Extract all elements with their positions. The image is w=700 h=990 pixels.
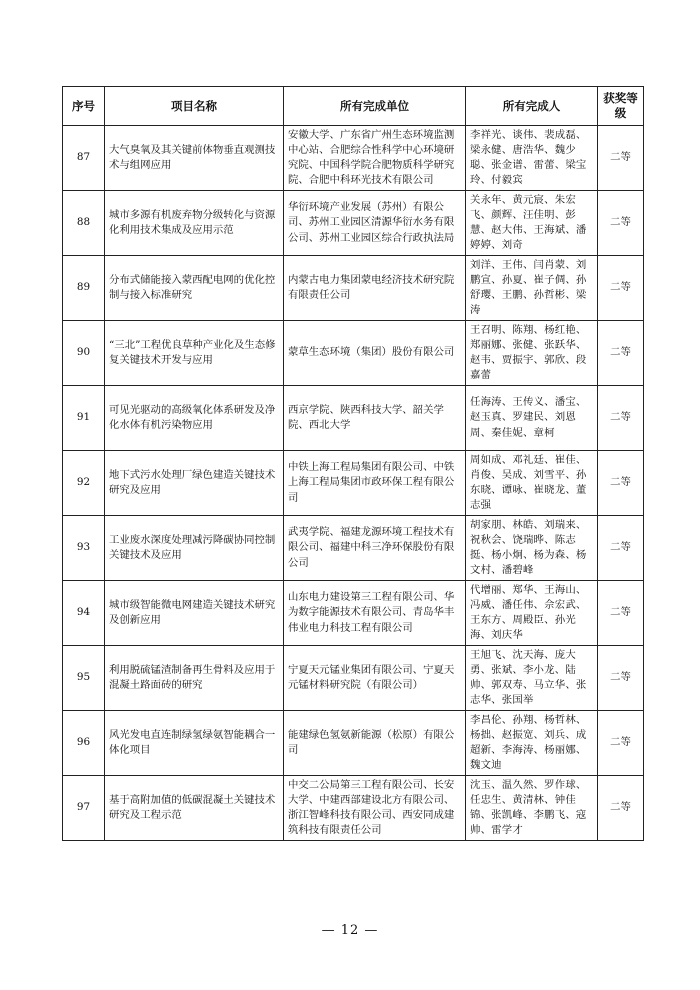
row-project-name: 利用脱硫锰渣制备再生骨料及应用于混凝土路面砖的研究 [105,646,284,711]
table-row [63,646,644,711]
row-level: 二等 [598,321,644,386]
row-no: 97 [63,776,105,841]
row-level: 二等 [598,191,644,256]
row-units: 中交二公局第三工程有限公司、长安大学、中建西部建设北方有限公司、浙江智峰科技有限公司、西安同成建筑科技有限责任公司 [284,776,466,841]
row-level: 二等 [598,776,644,841]
row-project-name: 工业废水深度处理减污降碳协同控制关键技术及应用 [105,516,284,581]
row-project-name: 风光发电直连制绿氢绿氨智能耦合一体化项目 [105,711,284,776]
row-project-name: 基于高附加值的低碳混凝土关键技术研究及工程示范 [105,776,284,841]
awards-table [62,86,644,841]
header-level: 获奖等级 [598,87,644,126]
row-units: 中铁上海工程局集团有限公司、中铁上海工程局集团市政环保工程有限公司 [284,451,466,516]
row-units: 西京学院、陕西科技大学、韶关学院、西北大学 [284,386,466,451]
row-project-name: 城市多源有机废弃物分级转化与资源化利用技术集成及应用示范 [105,191,284,256]
row-project-name: 大气臭氧及其关键前体物垂直观测技术与组网应用 [105,126,284,191]
row-no: 93 [63,516,105,581]
table-row [63,516,644,581]
row-level: 二等 [598,711,644,776]
row-people: 李昌伦、孙翔、杨哲林、杨拙、赵振宽、刘兵、成超新、李海涛、杨丽娜、魏文迪 [466,711,598,776]
row-no: 92 [63,451,105,516]
row-people: 胡家朋、林皓、刘瑞来、祝秋会、饶瑞晔、陈志挺、杨小炯、杨为森、杨文村、潘碧峰 [466,516,598,581]
row-units: 内蒙古电力集团蒙电经济技术研究院有限责任公司 [284,256,466,321]
row-people: 刘洋、王伟、闫肖蒙、刘鹏宣、孙夏、崔子倜、孙舒璎、王鹏、孙哲彬、梁涛 [466,256,598,321]
row-units: 安徽大学、广东省广州生态环境监测中心站、合肥综合性科学中心环境研究院、中国科学院合肥物质科学研究院、合肥中科环光技术有限公司 [284,126,466,191]
table-row [63,711,644,776]
table-row [63,451,644,516]
page-number: — 12 — [321,923,379,938]
row-units: 山东电力建设第三工程有限公司、华为数字能源技术有限公司、青岛华丰伟业电力科技工程有限公司 [284,581,466,646]
table-row [63,256,644,321]
row-level: 二等 [598,386,644,451]
table-row [63,776,644,841]
row-people: 王旭飞、沈天海、庞大勇、张斌、李小龙、陆帅、郭双寿、马立华、张志华、张国举 [466,646,598,711]
row-no: 88 [63,191,105,256]
table-row [63,321,644,386]
row-no: 96 [63,711,105,776]
table-row [63,191,644,256]
row-level: 二等 [598,646,644,711]
row-no: 89 [63,256,105,321]
row-units: 蒙草生态环境（集团）股份有限公司 [284,321,466,386]
row-people: 周如成、邓礼廷、崔佳、肖俊、吴成、刘雪平、孙东晓、谭咏、崔晓龙、董志强 [466,451,598,516]
row-level: 二等 [598,581,644,646]
row-no: 94 [63,581,105,646]
row-people: 王召明、陈翔、杨红艳、郑丽娜、张健、张跃华、赵韦、贾振宇、郭欣、段嘉蕾 [466,321,598,386]
row-people: 关永年、黄元宸、朱宏飞、颜辉、汪佳明、彭慧、赵大伟、王海斌、潘婷婷、刘奇 [466,191,598,256]
row-units: 华衍环境产业发展（苏州）有限公司、苏州工业园区清源华衍水务有限公司、苏州工业园区综合行政执法局 [284,191,466,256]
table-header-row [63,87,644,126]
row-no: 87 [63,126,105,191]
row-people: 任海涛、王传义、潘宝、赵玉真、罗建民、刘恩周、秦佳妮、章柯 [466,386,598,451]
header-project-name: 项目名称 [105,87,284,126]
row-no: 95 [63,646,105,711]
row-project-name: 城市级智能微电网建造关键技术研究及创新应用 [105,581,284,646]
header-units: 所有完成单位 [284,87,466,126]
header-no: 序号 [63,87,105,126]
row-units: 宁夏天元锰业集团有限公司、宁夏天元锰材料研究院（有限公司） [284,646,466,711]
row-people: 李祥光、谈伟、裴成磊、梁永健、唐浩华、魏少聪、张金谱、雷蕾、梁宝玲、付毅宾 [466,126,598,191]
row-project-name: “三北”工程优良草种产业化及生态修复关键技术开发与应用 [105,321,284,386]
row-level: 二等 [598,126,644,191]
row-project-name: 地下式污水处理厂绿色建造关键技术研究及应用 [105,451,284,516]
table-row [63,126,644,191]
row-project-name: 可见光驱动的高级氧化体系研发及净化水体有机污染物应用 [105,386,284,451]
row-level: 二等 [598,256,644,321]
row-level: 二等 [598,516,644,581]
row-project-name: 分布式储能接入蒙西配电网的优化控制与接入标准研究 [105,256,284,321]
row-units: 武夷学院、福建龙源环境工程技术有限公司、福建中科三净环保股份有限公司 [284,516,466,581]
row-people: 代增丽、郑华、王海山、冯威、潘任伟、佘宏武、王东方、周殿臣、孙光海、刘庆华 [466,581,598,646]
header-people: 所有完成人 [466,87,598,126]
row-no: 91 [63,386,105,451]
table-row [63,386,644,451]
row-level: 二等 [598,451,644,516]
row-no: 90 [63,321,105,386]
table-row [63,581,644,646]
row-people: 沈玉、温久然、罗作球、任忠生、黄清林、钟佳锦、张凯峰、李鹏飞、寇帅、雷学才 [466,776,598,841]
row-units: 能建绿色氢氨新能源（松原）有限公司 [284,711,466,776]
